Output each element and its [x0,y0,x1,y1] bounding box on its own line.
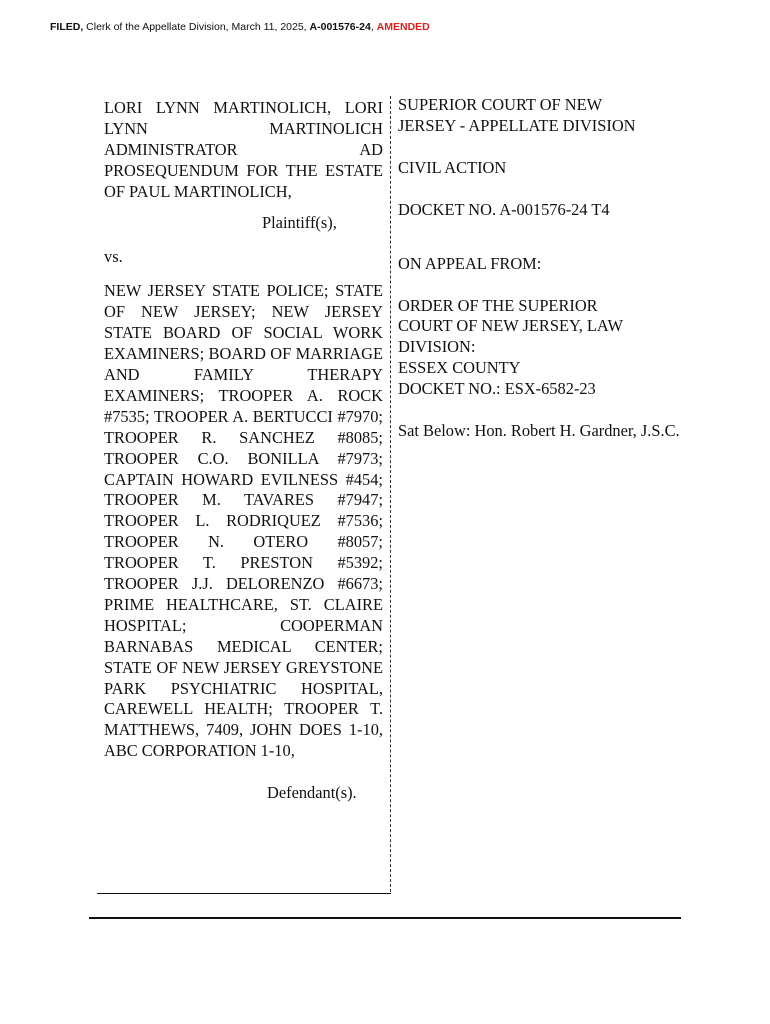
case-caption-parties [104,98,383,804]
caption-bottom-rule [97,893,391,894]
defendant-label: Defendant(s). [267,783,357,803]
order-line3: DIVISION: [398,337,476,357]
county-name: ESSEX COUNTY [398,358,521,378]
filing-docket: A-001576-24 [309,21,371,33]
amended-badge: AMENDED [376,21,430,33]
order-line2: COURT OF NEW JERSEY, LAW [398,316,623,336]
filed-label: FILED, [50,21,84,33]
court-name-line1: SUPERIOR COURT OF NEW [398,95,603,114]
lower-court-docket: DOCKET NO.: ESX-6582-23 [398,379,596,399]
action-type: CIVIL ACTION [398,157,507,177]
appellate-docket: DOCKET NO. A-001576-24 T4 [398,199,610,219]
versus-label: vs. [104,247,123,267]
defendant-names: NEW JERSEY STATE POLICE; STATE OF NEW JERSEY; NEW JERSEY STATE BOARD OF SOCIAL WORK EXAMINERS; BOARD OF MARRIAGE AND FAMILY THERAPY EXAMINERS; TROOPER A. ROCK #7535; TROOPER A. BERTUCCI #7970; TROOPER R. SANCHEZ #8085; TROOPER C.O. BONILLA #7973; CAPTAIN HOWARD EVILNESS #454; TROOPER M. TAVARES #7947; TROOPER L. RODRIQUEZ #7536; TROOPER N. OTERO #8057; TROOPER T. PRESTON #5392; TROOPER J.J. DELORENZO #6673; PRIME HEALTHCARE, ST. CLAIRE HOSPITAL; COOPERMAN BARNABAS MEDICAL CENTER; STATE OF NEW JERSEY GREYSTONE PARK PSYCHIATRIC HOSPITAL, CAREWELL HEALTH; TROOPER T. MATTHEWS, 7409, JOHN DOES 1-10, ABC CORPORATION 1-10, [104,281,383,761]
appeal-heading: ON APPEAL FROM: [398,253,542,273]
plaintiff-names: LORI LYNN MARTINOLICH, LORI LYNN MARTINOLICH ADMINISTRATOR AD PROSEQUENDUM FOR THE ESTATE OF PAUL MARTINOLICH, [104,98,383,201]
order-line1: ORDER OF THE SUPERIOR [398,295,598,315]
court-information [398,95,688,442]
clerk-text: Clerk of the Appellate Division, March 11, 2025, [86,21,307,33]
caption-vertical-divider [390,96,391,892]
sat-below-judge: Sat Below: Hon. Robert H. Gardner, J.S.C. [398,421,680,441]
court-name-line2: JERSEY - APPELLATE DIVISION [398,115,636,135]
caption-end-rule [89,917,681,919]
filing-stamp [50,21,430,33]
plaintiff-label: Plaintiff(s), [262,212,337,232]
stamp-separator: , [370,21,374,33]
